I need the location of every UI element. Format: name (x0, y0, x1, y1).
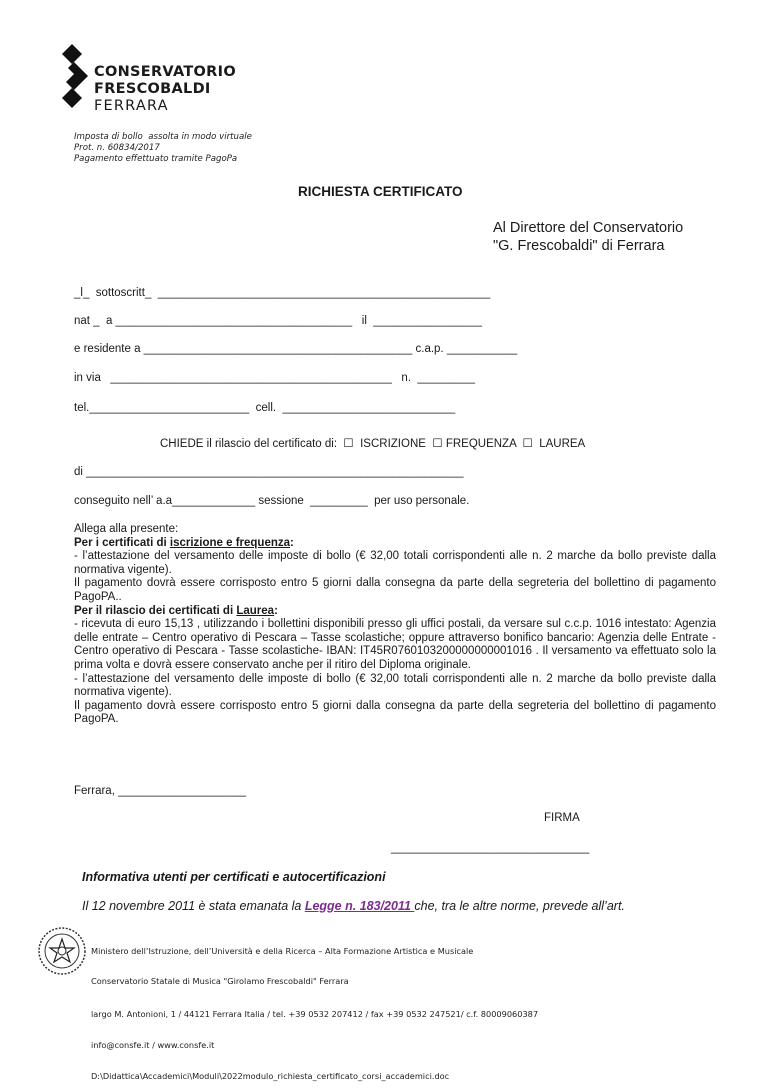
page-title: RICHIESTA CERTIFICATO (298, 184, 463, 199)
firma-label: FIRMA (544, 812, 580, 824)
logo-wordmark (94, 64, 236, 115)
footer-line-5: D:\Didattica\Accademici\Moduli\2022modulo_richiesta_certificato_corsi_accademici.doc (91, 1071, 450, 1082)
conservatorio-logo-icon (62, 44, 92, 118)
paragraph-pagopa-1: Il pagamento dovrà essere corrisposto entro 5 giorni dalla consegna da parte della segreteria del bollettino di pagamento PagoPA.. (74, 577, 716, 603)
field-tel[interactable]: tel._________________________ cell. ___________________________ (74, 402, 456, 414)
legge-link[interactable]: Legge n. 183/2011 (304, 899, 415, 913)
paragraph-bollo-1: - l’attestazione del versamento delle imposte di bollo (€ 32,00 totali corrispondenti alle n. 2 marche da bollo previste dalla normativa vigente). (74, 550, 716, 576)
note-line-1: Imposta di bollo assolta in modo virtuale (74, 132, 252, 142)
note-line-2: Prot. n. 60834/2017 (74, 143, 160, 153)
italian-republic-emblem-icon (36, 925, 88, 977)
logo-line-2: FRESCOBALDI (94, 81, 211, 97)
recipient-line-1: Al Direttore del Conservatorio (493, 220, 684, 236)
recipient-line-2: "G. Frescobaldi" di Ferrara (493, 238, 665, 254)
allega-text: Allega alla presente: (74, 523, 179, 535)
footer-line-1: Ministero dell’Istruzione, dell’Università e della Ricerca – Alta Formazione Artistica e Musicale (91, 945, 474, 956)
heading-iscrizione: Per i certificati di iscrizione e frequenza: (74, 536, 294, 549)
firma-line[interactable]: _______________________________ (391, 842, 590, 854)
footer-line-4: info@consfe.it / www.consfe.it (91, 1040, 215, 1051)
logo-line-3: FERRARA (94, 98, 169, 114)
field-residente[interactable]: e residente a __________________________________________ c.a.p. ___________ (74, 343, 518, 355)
field-sottoscritto[interactable]: _l_ sottoscritt_ ____________________________________________________ (74, 287, 491, 299)
note-line-3: Pagamento effettuato tramite PagoPa (74, 154, 238, 164)
heading-laurea: Per il rilascio dei certificati di Laurea: (74, 604, 278, 617)
field-nato[interactable]: nat _ a _____________________________________ il _________________ (74, 315, 483, 327)
footer-info (91, 925, 538, 1092)
certificate-type-choice[interactable]: CHIEDE il rilascio del certificato di: ☐ ISCRIZIONE ☐ FREQUENZA ☐ LAUREA (160, 438, 586, 450)
footer-line-2: Conservatorio Statale di Musica "Girolamo Frescobaldi" Ferrara (91, 976, 349, 987)
paragraph-pagopa-2: Il pagamento dovrà essere corrisposto entro 5 giorni dalla consegna da parte della segreteria del bollettino di pagamento PagoPA. (74, 699, 716, 726)
paragraph-ricevuta: - ricevuta di euro 15,13 , utilizzando i bollettini disponibili presso gli uffici postali, da versare sul c.c.p. 1016 intestato: Agenzia delle entrate – Centro operativo di Pescara – Tasse scolastiche; oppure attraverso bonifico bancario: Agenzia delle Entrate - Centro operativo di Pescara - Tasse scolastiche- IBAN: IT45R0760103200000000001016 . Il versamento va effettuato solo la prima volta e dovrà essere conservato anche per il ritiro del Diploma originale. (74, 618, 716, 671)
field-di[interactable]: di ___________________________________________________________ (74, 466, 464, 478)
attachments-section (74, 523, 716, 727)
logo-line-1: CONSERVATORIO (94, 64, 236, 80)
footer-line-3: largo M. Antonioni, 1 / 44121 Ferrara Italia / tel. +39 0532 207412 / fax +39 0532 247521/ c.f. 80009060387 (91, 1009, 539, 1020)
field-conseguito[interactable]: conseguito nell’ a.a_____________ sessione _________ per uso personale. (74, 495, 470, 507)
paragraph-bollo-2: - l’attestazione del versamento delle imposte di bollo (€ 32,00 totali corrispondenti alle n. 2 marche da bollo previste dalla normativa vigente). (74, 672, 716, 699)
field-ferrara-date[interactable]: Ferrara, ____________________ (74, 785, 247, 797)
field-via[interactable]: in via ____________________________________________ n. _________ (74, 372, 475, 384)
informativa-line: Il 12 novembre 2011 è stata emanata la Legge n. 183/2011 che, tra le altre norme, prevede all’art. (82, 899, 625, 913)
informativa-title: Informativa utenti per certificati e autocertificazioni (82, 870, 386, 884)
